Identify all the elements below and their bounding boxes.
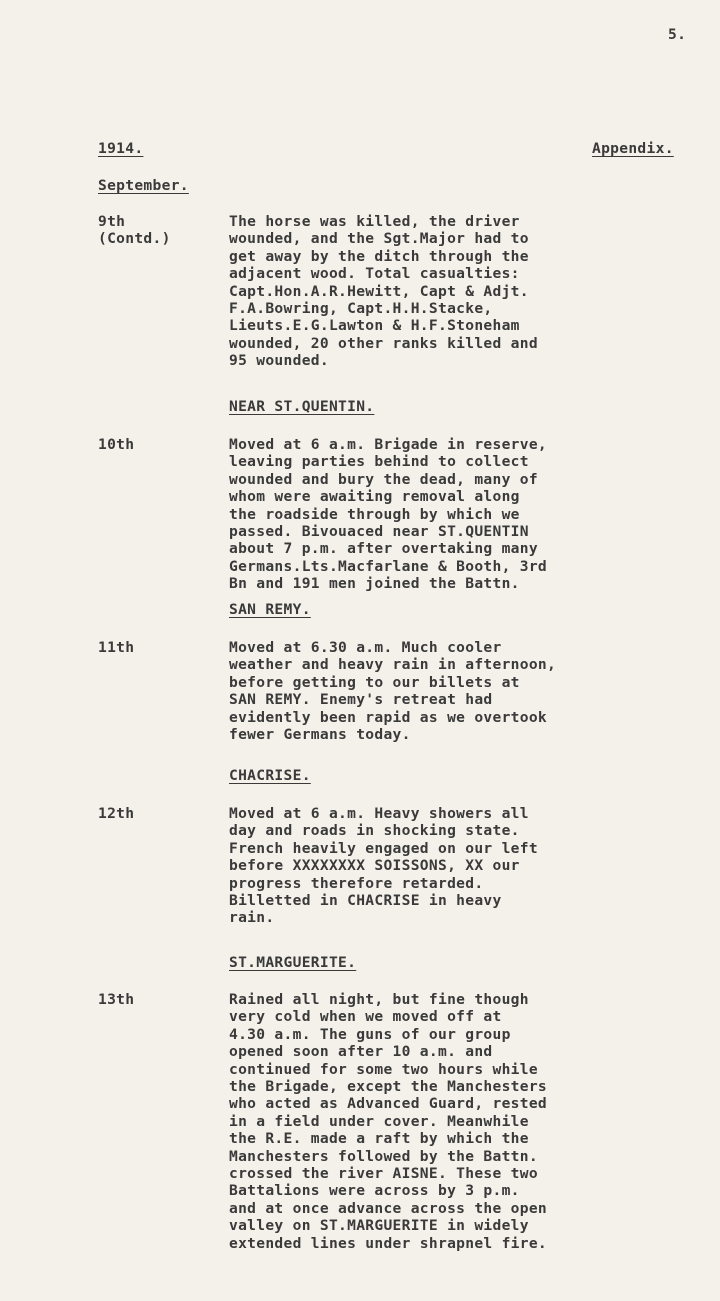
appendix-label: Appendix.	[592, 140, 674, 157]
location-heading: NEAR ST.QUENTIN.	[229, 398, 375, 415]
entry-text: Moved at 6 a.m. Heavy showers all day and roads in shocking state. French heavily engaged on our left before XXXXXXXX SOISSONS, XX our progress therefore retarded. Billetted in CHACRISE in heavy rain.	[229, 805, 538, 927]
entry-date: 11th	[98, 639, 135, 656]
location-heading: ST.MARGUERITE.	[229, 954, 357, 971]
entry-text: The horse was killed, the driver wounded, and the Sgt.Major had to get away by the ditch through the adjacent wood. Total casualties: Capt.Hon.A.R.Hewitt, Capt & Adjt. F.A.Bowring, Capt.H.H.Stacke, Lieuts.E.G.Lawton & H.F.Stoneham wounded, 20 other ranks killed and 95 wounded.	[229, 213, 538, 370]
month-heading: September.	[98, 177, 189, 194]
location-heading: CHACRISE.	[229, 767, 311, 784]
entry-date: 9th (Contd.)	[98, 213, 171, 248]
year-heading: 1914.	[98, 140, 144, 157]
entry-date: 13th	[98, 991, 135, 1008]
page-number: 5.	[668, 26, 687, 43]
entry-text: Moved at 6 a.m. Brigade in reserve, leaving parties behind to collect wounded and bury the dead, many of whom were awaiting removal along the roadside through by which we passed. Bivouaced near ST.QUENTIN about 7 p.m. after overtaking many Germans.Lts.Macfarlane & Booth, 3rd Bn and 191 men joined the Battn.	[229, 436, 548, 593]
entry-text: Rained all night, but fine though very cold when we moved off at 4.30 a.m. The guns of our group opened soon after 10 a.m. and continued for some two hours while the Brigade, except the Manchesters who acted as Advanced Guard, rested in a field under cover. Meanwhile the R.E. made a raft by which the Manchesters followed by the Battn. crossed the river AISNE. These two Battalions were across by 3 p.m. and at once advance across the open valley on ST.MARGUERITE in widely extended lines under shrapnel fire.	[229, 991, 548, 1252]
location-heading: SAN REMY.	[229, 601, 311, 618]
entry-date: 12th	[98, 805, 135, 822]
entry-text: Moved at 6.30 a.m. Much cooler weather and heavy rain in afternoon, before getting to our billets at SAN REMY. Enemy's retreat had evidently been rapid as we overtook fewer Germans today.	[229, 639, 557, 744]
entry-date: 10th	[98, 436, 135, 453]
